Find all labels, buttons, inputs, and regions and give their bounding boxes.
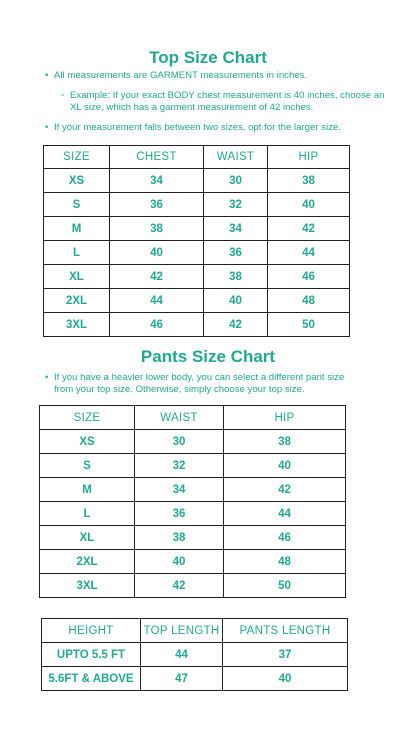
table-header-row xyxy=(44,146,350,169)
cell-waist: 30 xyxy=(135,430,224,454)
cell-size: M xyxy=(44,217,110,241)
bullet-text: All measurements are GARMENT measurements in inches. xyxy=(54,70,308,81)
top-bullet-1 xyxy=(45,70,394,82)
header-chest: CHEST xyxy=(110,146,204,169)
cell-waist: 36 xyxy=(204,241,268,265)
top-size-chart-title: Top Size Chart xyxy=(149,48,267,67)
cell-waist: 32 xyxy=(135,454,224,478)
cell-chest: 40 xyxy=(110,241,204,265)
cell-chest: 44 xyxy=(110,289,204,313)
cell-size: M xyxy=(40,478,135,502)
table-row xyxy=(40,574,346,598)
header-top-length: TOP LENGTH xyxy=(141,619,223,643)
cell-waist: 34 xyxy=(204,217,268,241)
header-hip: HIP xyxy=(268,146,350,169)
bullet-dot: ◦ xyxy=(61,90,65,101)
cell-height: UPTO 5.5 FT xyxy=(42,643,141,667)
cell-hip: 38 xyxy=(224,430,346,454)
cell-hip: 46 xyxy=(268,265,350,289)
cell-height: 5.6FT & ABOVE xyxy=(42,667,141,691)
cell-waist: 40 xyxy=(204,289,268,313)
cell-chest: 46 xyxy=(110,313,204,337)
cell-waist: 42 xyxy=(135,574,224,598)
header-pants-length: PANTS LENGTH xyxy=(223,619,348,643)
top-bullet-3 xyxy=(45,122,394,134)
header-waist: WAIST xyxy=(204,146,268,169)
top-bullet-2 xyxy=(61,90,388,114)
cell-waist: 38 xyxy=(204,265,268,289)
table-row xyxy=(40,502,346,526)
cell-chest: 42 xyxy=(110,265,204,289)
cell-size: 2XL xyxy=(40,550,135,574)
cell-hip: 50 xyxy=(268,313,350,337)
length-table xyxy=(41,618,348,691)
cell-chest: 38 xyxy=(110,217,204,241)
cell-waist: 36 xyxy=(135,502,224,526)
cell-size: XL xyxy=(40,526,135,550)
table-row xyxy=(44,169,350,193)
bullet-text: If you have a heavier lower body, you can select a different pant size from your top size. Otherwise, simply choose your top size. xyxy=(54,372,345,395)
table-header-row xyxy=(42,619,348,643)
cell-hip: 38 xyxy=(268,169,350,193)
pants-size-chart-title: Pants Size Chart xyxy=(140,347,276,366)
cell-waist: 30 xyxy=(204,169,268,193)
table-row xyxy=(42,667,348,691)
table-row xyxy=(42,643,348,667)
cell-size: XL xyxy=(44,265,110,289)
cell-waist: 42 xyxy=(204,313,268,337)
table-row xyxy=(40,526,346,550)
cell-waist: 34 xyxy=(135,478,224,502)
table-row xyxy=(40,430,346,454)
top-size-table xyxy=(43,145,350,337)
cell-hip: 46 xyxy=(224,526,346,550)
bullet-dot: • xyxy=(45,372,49,383)
table-row xyxy=(44,217,350,241)
cell-waist: 32 xyxy=(204,193,268,217)
cell-size: 3XL xyxy=(40,574,135,598)
cell-waist: 38 xyxy=(135,526,224,550)
cell-hip: 48 xyxy=(224,550,346,574)
cell-pants-length: 37 xyxy=(223,643,348,667)
table-header-row xyxy=(40,406,346,430)
cell-top-length: 44 xyxy=(141,643,223,667)
header-hip: HIP xyxy=(224,406,346,430)
cell-top-length: 47 xyxy=(141,667,223,691)
table-row xyxy=(44,313,350,337)
cell-size: 3XL xyxy=(44,313,110,337)
table-row xyxy=(44,193,350,217)
cell-size: S xyxy=(44,193,110,217)
cell-waist: 40 xyxy=(135,550,224,574)
table-row xyxy=(40,550,346,574)
cell-hip: 40 xyxy=(224,454,346,478)
table-row xyxy=(44,289,350,313)
cell-hip: 44 xyxy=(268,241,350,265)
cell-size: 2XL xyxy=(44,289,110,313)
table-row xyxy=(44,241,350,265)
cell-size: XS xyxy=(40,430,135,454)
cell-hip: 44 xyxy=(224,502,346,526)
cell-hip: 48 xyxy=(268,289,350,313)
bullet-text: If your measurement falls between two sizes, opt for the larger size. xyxy=(54,122,341,133)
pants-size-table xyxy=(39,405,346,598)
cell-size: XS xyxy=(44,169,110,193)
header-size: SIZE xyxy=(40,406,135,430)
cell-hip: 40 xyxy=(268,193,350,217)
pants-bullet-1 xyxy=(45,372,354,396)
cell-hip: 50 xyxy=(224,574,346,598)
table-row xyxy=(44,265,350,289)
header-size: SIZE xyxy=(44,146,110,169)
cell-size: S xyxy=(40,454,135,478)
table-row xyxy=(40,454,346,478)
cell-pants-length: 40 xyxy=(223,667,348,691)
cell-hip: 42 xyxy=(268,217,350,241)
header-height: HEIGHT xyxy=(42,619,141,643)
cell-chest: 34 xyxy=(110,169,204,193)
bullet-dot: • xyxy=(45,70,49,81)
cell-size: L xyxy=(44,241,110,265)
bullet-text: Example: If your exact BODY chest measurement is 40 inches, choose an XL size, which has a garment measurement of 42 inches. xyxy=(70,90,385,113)
cell-hip: 42 xyxy=(224,478,346,502)
cell-chest: 36 xyxy=(110,193,204,217)
header-waist: WAIST xyxy=(135,406,224,430)
bullet-dot: • xyxy=(45,122,49,133)
cell-size: L xyxy=(40,502,135,526)
table-row xyxy=(40,478,346,502)
